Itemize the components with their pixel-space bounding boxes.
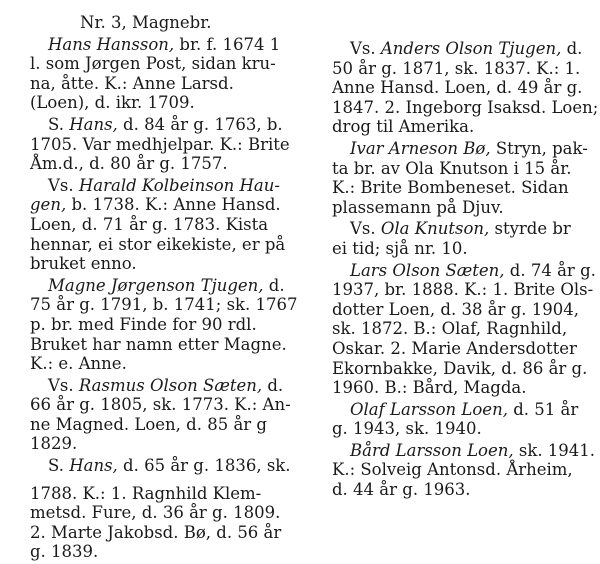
text-line	[332, 460, 584, 480]
text-run: b. 1738. K.: Anne Hansd.	[66, 195, 281, 215]
text-line	[332, 378, 584, 398]
text-run: Vs.	[350, 39, 381, 58]
entry-paragraph	[30, 376, 298, 454]
text-line	[332, 159, 584, 179]
text-run: K.: Brite Bombeneset. Sidan	[332, 178, 569, 198]
text-run: 1788. K.: 1. Ragnhild Klem-	[30, 483, 262, 503]
text-line	[30, 415, 298, 435]
left-entries	[30, 35, 298, 562]
text-run: (Loen), d. ikr. 1709.	[30, 93, 195, 113]
text-line	[332, 78, 584, 98]
text-line	[30, 484, 298, 504]
text-line	[332, 260, 596, 281]
text-line	[30, 456, 298, 476]
italic-name: Rasmus Olson Sæten,	[78, 375, 263, 395]
text-line	[332, 480, 584, 500]
italic-name: Bård Larsson Loen,	[350, 440, 514, 460]
text-line	[30, 315, 298, 335]
text-run: 2. Marte Jakobsd. Bø, d. 56 år	[30, 522, 282, 542]
right-entries	[332, 39, 599, 500]
text-line	[30, 235, 298, 255]
entry-paragraph	[332, 260, 596, 398]
entry-paragraph	[332, 219, 584, 258]
text-run: S.	[48, 114, 70, 134]
italic-name: Hans,	[69, 114, 118, 134]
text-run: 1960. B.: Bård, Magda.	[332, 378, 527, 398]
text-line	[332, 219, 584, 239]
text-line	[30, 115, 298, 135]
text-line	[30, 276, 298, 296]
entry-paragraph	[30, 456, 298, 476]
text-run: ta br. av Ola Knutson i 15 år.	[332, 158, 572, 178]
text-run: na, åtte. K.: Anne Larsd.	[30, 73, 234, 93]
text-line	[30, 54, 298, 74]
text-line	[30, 434, 298, 454]
text-run: d.	[263, 275, 285, 295]
italic-name: Olaf Larsson Loen,	[350, 399, 508, 419]
right-column-spacer	[332, 0, 584, 39]
text-line	[30, 176, 298, 196]
italic-name: Ola Knutson,	[380, 219, 490, 239]
italic-name: Hans,	[69, 456, 118, 476]
text-line	[332, 440, 596, 461]
italic-name: Anders Olson Tjugen,	[380, 39, 562, 58]
text-run: 1705. Var medhjelpar. K.: Brite	[30, 134, 290, 154]
text-line	[332, 358, 588, 379]
italic-name: Ivar Arneson Bø,	[350, 138, 491, 158]
text-line	[30, 354, 298, 374]
text-line	[332, 59, 584, 79]
text-run: d. 65 år g. 1836, sk.	[117, 456, 291, 476]
text-run: K.: Solveig Antonsd. Årheim,	[332, 460, 573, 480]
text-run: ei tid; sjå nr. 10.	[332, 238, 468, 258]
text-run: Bruket har namn etter Magne.	[30, 334, 287, 354]
text-line	[30, 93, 298, 113]
text-run: br. f. 1674 1	[174, 34, 281, 54]
italic-name: Lars Olson Sæten,	[350, 260, 505, 280]
text-line	[30, 135, 298, 155]
text-run: styrde br	[489, 219, 571, 239]
text-run: 50 år g. 1871, sk. 1837. K.: 1.	[332, 58, 581, 78]
text-run: d. 51 år	[507, 399, 579, 419]
italic-name: Harald Kolbeinson Hau-	[78, 175, 280, 195]
entry-paragraph	[30, 35, 298, 113]
text-run: Ekornbakke, Davik, d. 86 år g.	[332, 358, 588, 378]
text-line	[30, 254, 298, 274]
page-heading: Nr. 3, Magnebr.	[80, 13, 212, 32]
text-run: 66 år g. 1805, sk. 1773. K.: An-	[30, 395, 291, 415]
text-line	[332, 319, 584, 339]
entry-paragraph	[332, 39, 599, 137]
text-line	[332, 97, 599, 118]
text-run: Åm.d., d. 80 år g. 1757.	[30, 154, 228, 174]
italic-name: Magne Jørgenson Tjugen,	[48, 275, 264, 295]
italic-name: Hans Hansson,	[48, 34, 175, 54]
text-line	[30, 542, 298, 562]
text-run: 1937, br. 1888. K.: 1. Brite Ols-	[332, 280, 594, 300]
text-run: Oskar. 2. Marie Andersdotter	[332, 338, 577, 358]
text-run: d.	[262, 375, 284, 395]
text-line	[332, 280, 594, 300]
text-line	[30, 215, 298, 235]
text-run: g. 1943, sk. 1940.	[332, 419, 482, 439]
text-run: Vs.	[350, 219, 381, 239]
text-run: plassemann på Djuv.	[332, 197, 504, 217]
text-run: Anne Hansd. Loen, d. 49 år g.	[332, 78, 583, 98]
entry-paragraph	[30, 276, 298, 374]
text-line	[332, 198, 584, 218]
text-run: sk. 1872. B.: Olaf, Ragnhild,	[332, 319, 568, 339]
text-run: d. 74 år g.	[504, 260, 596, 280]
text-run: d. 44 år g. 1963.	[332, 480, 471, 500]
text-run: sk. 1941.	[513, 440, 596, 460]
entry-paragraph	[332, 138, 588, 217]
text-run: metsd. Fure, d. 36 år g. 1809.	[30, 503, 281, 523]
text-run: hennar, ei stor eikekiste, er på	[30, 234, 286, 254]
text-line	[30, 295, 298, 315]
text-line	[332, 138, 588, 159]
text-run: Loen, d. 71 år g. 1783. Kista	[30, 214, 269, 234]
text-line	[332, 300, 584, 320]
text-line	[30, 503, 298, 523]
text-run: p. br. med Finde for 90 rdl.	[30, 314, 257, 334]
text-run: d.	[561, 39, 583, 58]
text-run: bruket enno.	[30, 254, 137, 274]
text-run: dotter Loen, d. 38 år g. 1904,	[332, 299, 579, 319]
text-run: l. som Jørgen Post, sidan kru-	[30, 54, 276, 74]
text-line	[30, 154, 298, 174]
entry-paragraph	[30, 176, 298, 274]
entry-paragraph	[30, 484, 298, 562]
text-line	[332, 339, 584, 359]
text-line	[332, 178, 584, 198]
text-line	[332, 117, 584, 137]
text-run: ne Magned. Loen, d. 85 år g	[30, 414, 267, 434]
text-run: S.	[48, 456, 70, 476]
text-run: 1829.	[30, 434, 78, 454]
text-line	[30, 395, 298, 415]
right-column	[332, 0, 599, 502]
entry-paragraph	[332, 440, 596, 500]
text-line	[30, 74, 298, 94]
text-run: K.: e. Anne.	[30, 354, 127, 374]
text-line	[332, 419, 584, 439]
text-line	[30, 335, 298, 355]
text-run: Stryn, pak-	[490, 138, 588, 158]
text-line	[30, 376, 298, 396]
text-run: g. 1839.	[30, 542, 99, 562]
text-line	[30, 195, 298, 215]
italic-name: gen,	[30, 195, 67, 215]
text-run: Vs.	[48, 375, 79, 395]
text-run: d. 84 år g. 1763, b.	[117, 114, 283, 134]
entry-paragraph	[30, 115, 298, 174]
text-run: 1847. 2. Ingeborg Isaksd. Loen;	[332, 97, 599, 117]
text-line	[332, 39, 584, 59]
text-run: Vs.	[48, 175, 79, 195]
text-line	[30, 35, 298, 55]
text-run: drog til Amerika.	[332, 117, 475, 137]
entry-paragraph	[332, 400, 584, 439]
text-line	[30, 523, 298, 543]
text-run: 75 år g. 1791, b. 1741; sk. 1767	[30, 295, 298, 315]
text-line	[332, 400, 584, 420]
text-line	[332, 239, 584, 259]
left-column	[30, 0, 298, 564]
